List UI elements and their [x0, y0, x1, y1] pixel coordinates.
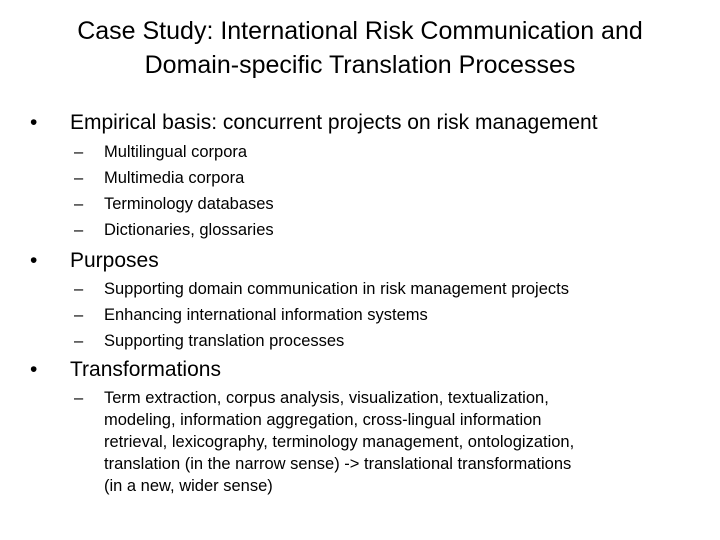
bullet-text: Empirical basis: concurrent projects on risk management: [70, 111, 598, 134]
bullet-marker: •: [30, 249, 38, 272]
bullet-text: Transformations: [70, 358, 221, 381]
sub-text: Enhancing international information systems: [104, 306, 428, 324]
bullet-marker: •: [30, 111, 38, 134]
sub-marker: –: [74, 169, 84, 187]
sub-marker: –: [74, 280, 84, 298]
sub-marker: –: [74, 306, 84, 324]
sub-text: Supporting domain communication in risk management projects: [104, 280, 569, 298]
sub-text: Terminology databases: [104, 195, 274, 213]
sub-marker: –: [74, 221, 84, 239]
sub-text-line: (in a new, wider sense): [104, 477, 273, 495]
sub-marker: –: [74, 143, 84, 161]
slide-title-line-1: Case Study: International Risk Communication and: [77, 17, 643, 45]
sub-text: Multimedia corpora: [104, 169, 245, 187]
slide-title: [20, 14, 700, 82]
sub-text-line: retrieval, lexicography, terminology management, ontologization,: [104, 433, 575, 451]
sub-marker: –: [74, 389, 84, 407]
sub-text: Dictionaries, glossaries: [104, 221, 274, 239]
sub-text-line: Term extraction, corpus analysis, visualization, textualization,: [104, 389, 549, 407]
sub-text: Multilingual corpora: [104, 143, 248, 161]
sub-text-line: translation (in the narrow sense) -> translational transformations: [104, 455, 572, 473]
sub-text: Supporting translation processes: [104, 332, 345, 350]
slide-title-line-2: Domain-specific Translation Processes: [144, 51, 576, 79]
sub-marker: –: [74, 332, 84, 350]
bullet-marker: •: [30, 358, 38, 381]
sub-marker: –: [74, 195, 84, 213]
bullet-text: Purposes: [70, 249, 159, 272]
sub-text-line: modeling, information aggregation, cross-lingual information: [104, 411, 542, 429]
sub-text-multiline: [104, 387, 699, 497]
